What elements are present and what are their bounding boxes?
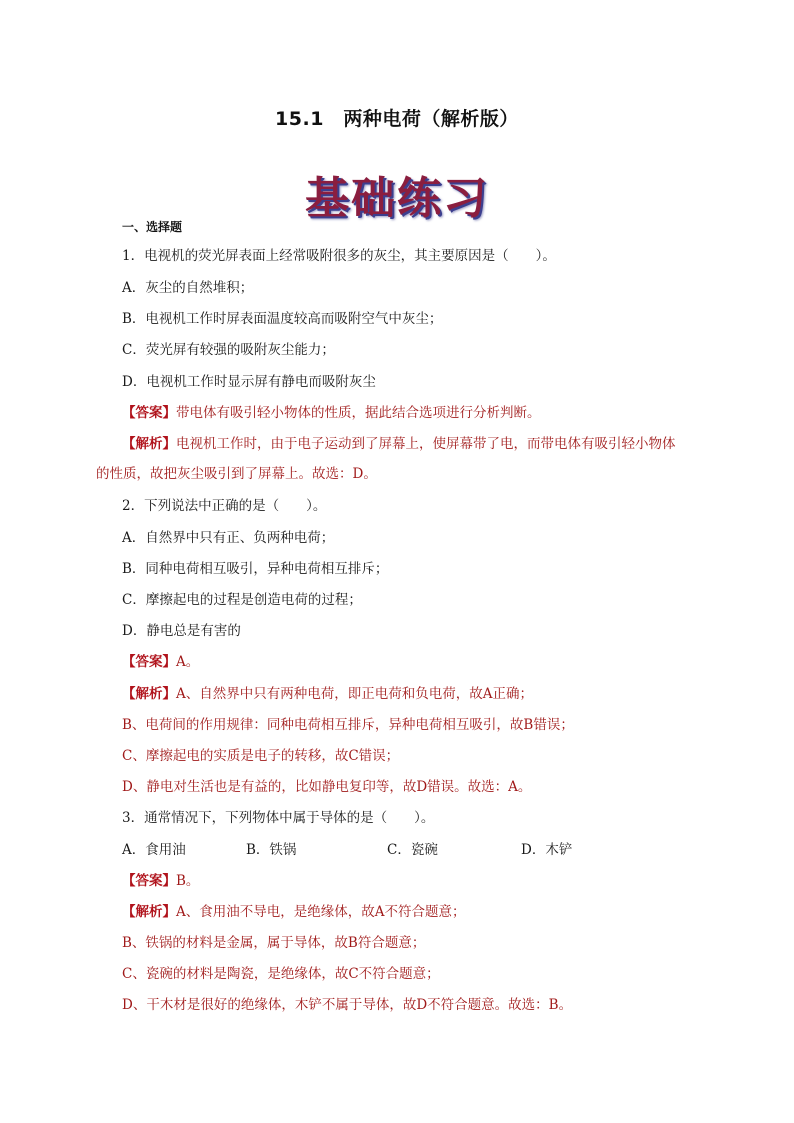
question-1-analysis-continued: 的性质，故把灰尘吸引到了屏幕上。故选：D。 (96, 466, 377, 482)
question-3-option-b: B．铁锅 (246, 842, 297, 858)
question-1-answer-text: 带电体有吸引轻小物体的性质，据此结合选项进行分析判断。 (176, 405, 541, 421)
question-1-stem: 1．电视机的荧光屏表面上经常吸附很多的灰尘，其主要原因是（ ）。 (122, 248, 556, 264)
question-2-option-d: D．静电总是有害的 (122, 623, 241, 639)
page-title: 15.1 两种电荷（解析版） (275, 108, 519, 130)
question-2-option-a: A．自然界中只有正、负两种电荷； (122, 530, 335, 546)
question-3-stem: 3．通常情况下，下列物体中属于导体的是（ ）。 (122, 810, 435, 826)
question-3-analysis (122, 902, 466, 922)
question-2-option-c: C．摩擦起电的过程是创造电荷的过程； (122, 592, 362, 608)
section-heading: 一、选择题 (122, 220, 183, 234)
question-1-option-b: B．电视机工作时屏表面温度较高而吸附空气中灰尘； (122, 311, 443, 327)
question-2-option-b: B．同种电荷相互吸引，异种电荷相互排斥； (122, 561, 389, 577)
analysis-tag: 【解析】 (122, 436, 176, 452)
question-3-analysis-b: B、铁锅的材料是金属，属于导体，故B符合题意； (122, 935, 426, 951)
analysis-tag: 【解析】 (122, 904, 176, 920)
question-1-answer (122, 403, 541, 423)
answer-tag: 【答案】 (122, 873, 176, 889)
question-1-analysis (122, 434, 676, 454)
question-3-option-c: C．瓷碗 (387, 842, 438, 858)
section-banner: 基础练习 (305, 173, 489, 224)
question-3-analysis-d: D、干木材是很好的绝缘体，木铲不属于导体，故D不符合题意。故选：B。 (122, 997, 573, 1013)
question-3-analysis-a: A、食用油不导电，是绝缘体，故A不符合题意； (176, 904, 466, 920)
analysis-tag: 【解析】 (122, 686, 176, 702)
question-2-analysis-c: C、摩擦起电的实质是电子的转移，故C错误； (122, 748, 400, 764)
question-3-option-d: D．木铲 (521, 842, 573, 858)
question-1-option-c: C．荧光屏有较强的吸附灰尘能力； (122, 342, 335, 358)
question-2-analysis-b: B、电荷间的作用规律：同种电荷相互排斥，异种电荷相互吸引，故B错误； (122, 717, 574, 733)
question-2-analysis (122, 684, 533, 704)
question-1-option-d: D．电视机工作时显示屏有静电而吸附灰尘 (122, 374, 376, 390)
answer-tag: 【答案】 (122, 405, 176, 421)
question-2-answer-text: A。 (176, 654, 200, 670)
question-2-stem: 2．下列说法中正确的是（ ）。 (122, 498, 327, 514)
question-3-option-a: A．食用油 (122, 842, 186, 858)
question-1-option-a: A．灰尘的自然堆积； (122, 280, 254, 296)
question-2-analysis-d: D、静电对生活也是有益的，比如静电复印等，故D错误。故选：A。 (122, 779, 532, 795)
question-1-analysis-text: 电视机工作时，由于电子运动到了屏幕上，使屏幕带了电，而带电体有吸引轻小物体 (176, 436, 676, 452)
question-2-answer (122, 652, 199, 672)
question-3-answer-text: B。 (176, 873, 200, 889)
answer-tag: 【答案】 (122, 654, 176, 670)
question-3-answer (122, 871, 199, 891)
question-3-analysis-c: C、瓷碗的材料是陶瓷，是绝缘体，故C不符合题意； (122, 966, 440, 982)
question-2-analysis-a: A、自然界中只有两种电荷，即正电荷和负电荷，故A正确； (176, 686, 533, 702)
